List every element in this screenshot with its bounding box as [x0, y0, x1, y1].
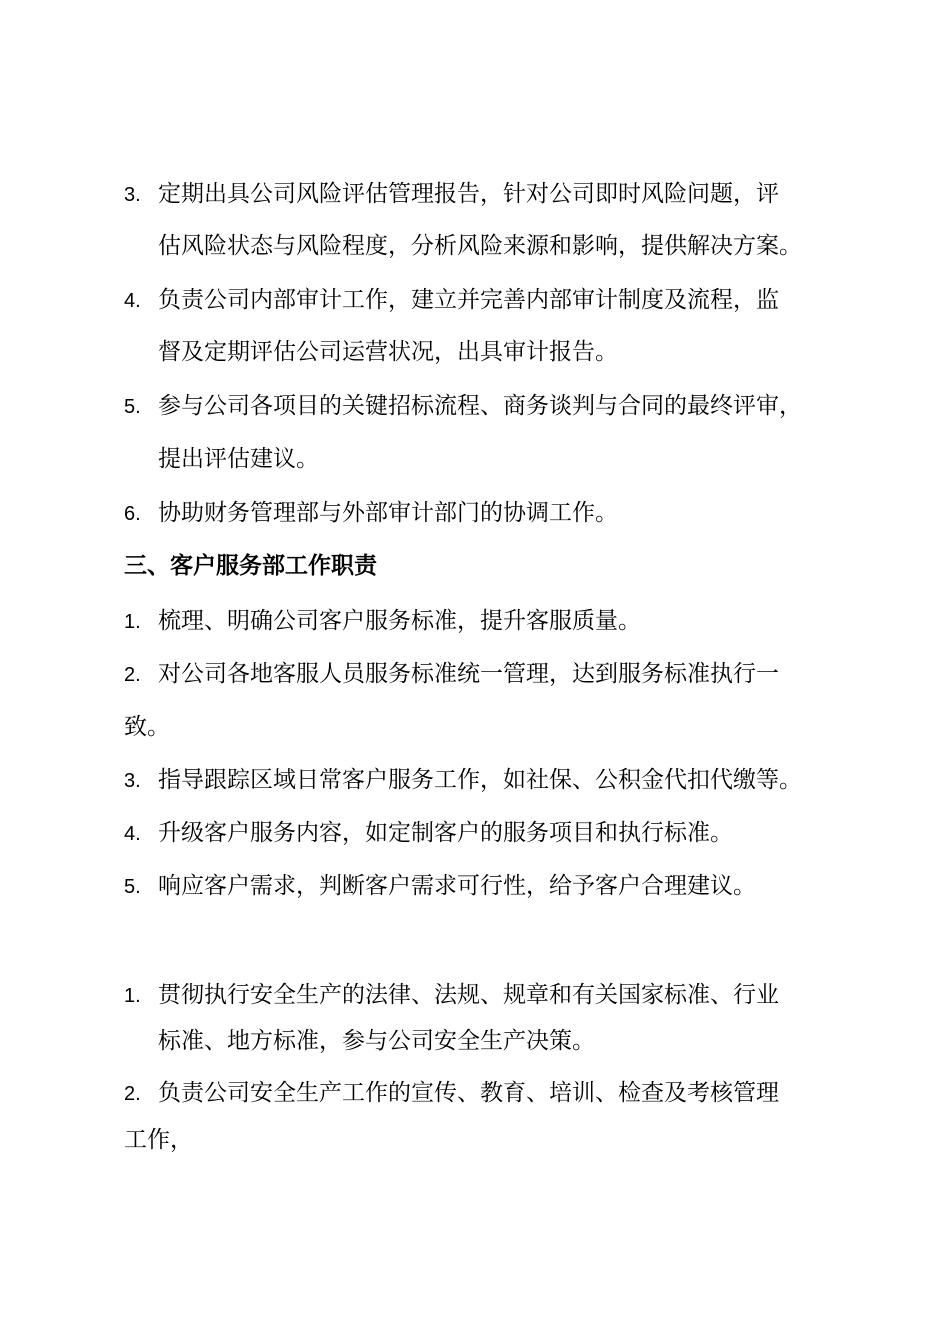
list-item [124, 660, 779, 689]
list-item-continuation: 提出评估建议。 [158, 446, 319, 472]
list-number: 4. [124, 290, 141, 312]
list-item [124, 981, 779, 1010]
list-number: 3. [124, 184, 141, 206]
list-item [124, 286, 779, 315]
list-text: 升级客户服务内容，如定制客户的服务项目和执行标准。 [158, 820, 733, 846]
list-item [124, 766, 802, 795]
list-item [124, 499, 618, 528]
list-number: 4. [124, 823, 141, 845]
list-text: 指导跟踪区域日常客户服务工作，如社保、公积金代扣代缴等。 [158, 767, 802, 793]
list-text: 负责公司安全生产工作的宣传、教育、培训、检查及考核管理 [158, 1080, 779, 1106]
list-text: 贯彻执行安全生产的法律、法规、规章和有关国家标准、行业 [158, 982, 779, 1008]
list-number: 5. [124, 876, 141, 898]
list-item-continuation: 工作， [124, 1127, 193, 1153]
list-text: 对公司各地客服人员服务标准统一管理，达到服务标准执行一 [158, 661, 779, 687]
list-text: 定期出具公司风险评估管理报告，针对公司即时风险问题，评 [158, 181, 779, 207]
list-item-continuation: 标准、地方标准，参与公司安全生产决策。 [158, 1028, 595, 1054]
list-number: 1. [124, 611, 141, 633]
list-item [124, 392, 802, 421]
section-heading: 三、客户服务部工作职责 [124, 553, 377, 579]
list-item [124, 1079, 779, 1108]
list-number: 2. [124, 664, 141, 686]
list-text: 响应客户需求，判断客户需求可行性，给予客户合理建议。 [158, 873, 756, 899]
list-text: 协助财务管理部与外部审计部门的协调工作。 [158, 500, 618, 526]
list-item [124, 872, 756, 901]
list-item-continuation: 督及定期评估公司运营状况，出具审计报告。 [158, 339, 618, 365]
list-item-continuation: 估风险状态与风险程度，分析风险来源和影响，提供解决方案。 [158, 233, 802, 259]
list-number: 5. [124, 396, 141, 418]
list-text: 参与公司各项目的关键招标流程、商务谈判与合同的最终评审， [158, 393, 802, 419]
list-text: 梳理、明确公司客户服务标准，提升客服质量。 [158, 608, 641, 634]
list-item [124, 819, 733, 848]
list-item [124, 607, 641, 636]
list-item-continuation: 致。 [124, 714, 170, 740]
list-number: 6. [124, 503, 141, 525]
list-text: 负责公司内部审计工作，建立并完善内部审计制度及流程，监 [158, 287, 779, 313]
list-number: 1. [124, 985, 141, 1007]
list-item [124, 180, 779, 209]
list-number: 2. [124, 1083, 141, 1105]
list-number: 3. [124, 770, 141, 792]
